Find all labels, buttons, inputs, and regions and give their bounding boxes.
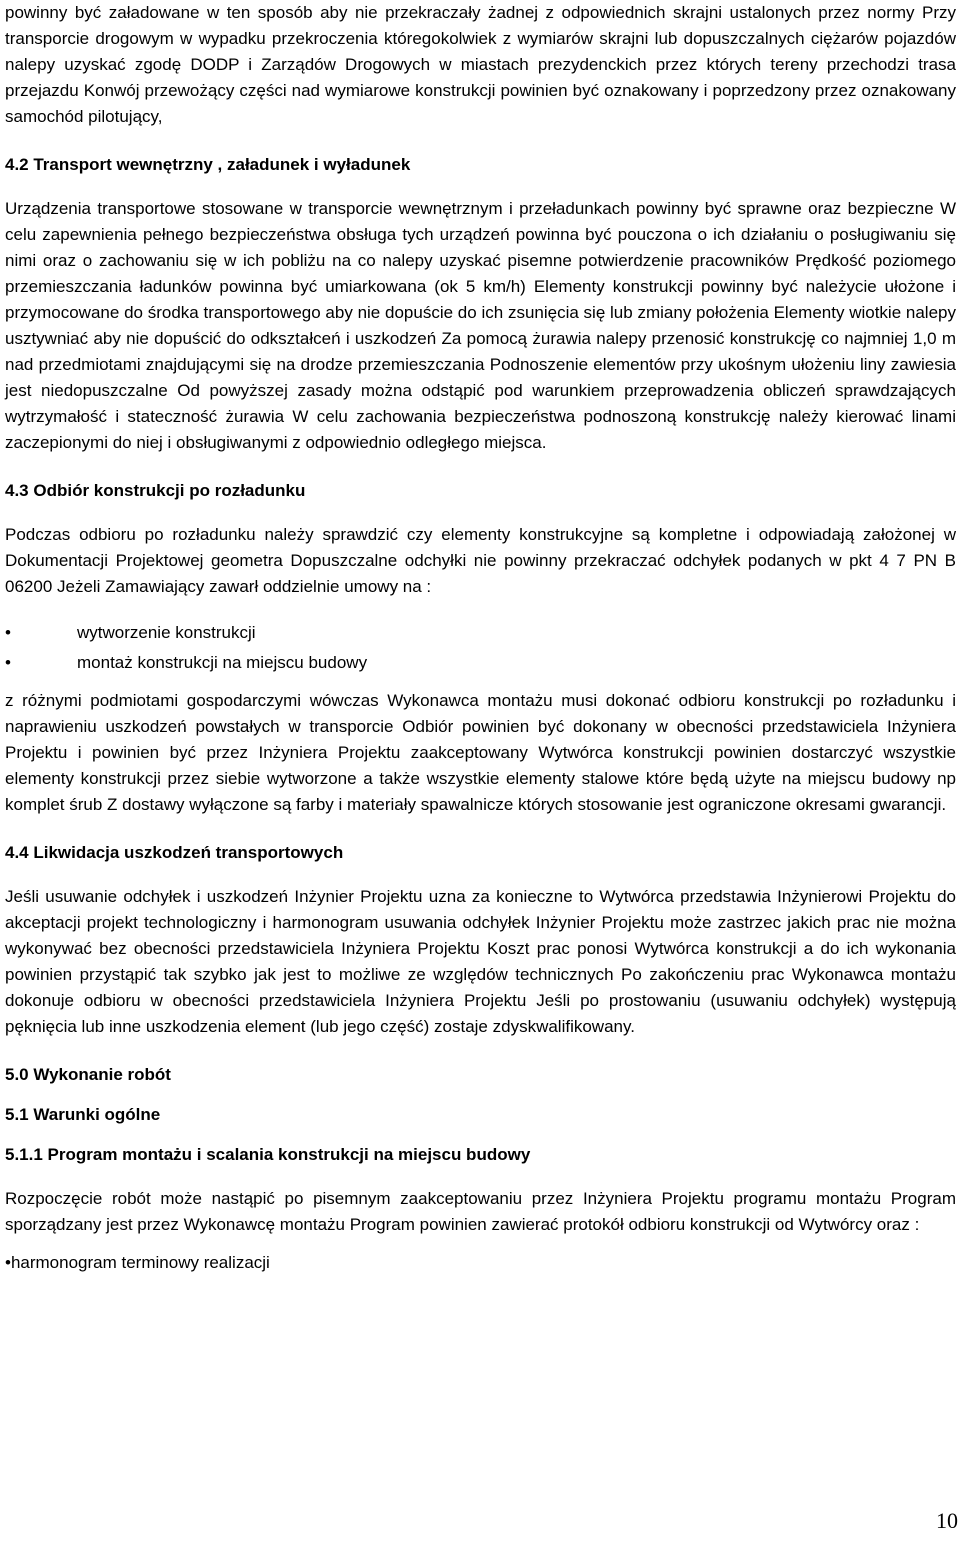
section-4-3-bullet-list xyxy=(5,618,956,678)
list-item xyxy=(5,648,956,678)
list-item-text: montaż konstrukcji na miejscu budowy xyxy=(77,653,368,672)
section-4-3-paragraph-2: z różnymi podmiotami gospodarczymi wówczas Wykonawca montażu musi dokonać odbioru konstrukcji po rozładunku i naprawieniu uszkodzeń powstałych w transporcie Odbiór powinien być dokonany w obecności przedstawiciela Inżyniera Projektu i powinien być przez Inżyniera Projektu zaakceptowany Wytwórca konstrukcji powinien dostarczyć wszystkie elementy konstrukcji przez siebie wytworzone a także wszystkie elementy stalowe które będą użyte na miejscu budowy np komplet śrub Z dostawy wyłączone są farby i materiały spawalnicze których stosowanie jest ograniczone okresami gwarancji. xyxy=(5,691,956,814)
section-4-3-heading: 4.3 Odbiór konstrukcji po rozładunku xyxy=(5,481,306,500)
list-item xyxy=(5,1250,956,1276)
section-4-4-heading: 4.4 Likwidacja uszkodzeń transportowych xyxy=(5,843,344,862)
bullet-icon: • xyxy=(5,623,11,642)
section-4-3-paragraph: Podczas odbioru po rozładunku należy sprawdzić czy elementy konstrukcyjne są kompletne i odpowiadają założonej w Dokumentacji Projektowej geometra Dopuszczalne odchyłki nie powinny przekraczać odchyłek podanych w pkt 4 7 PN B 06200 Jeżeli Zamawiający zawarł oddzielnie umowy na : xyxy=(5,525,956,596)
page-number: 10 xyxy=(936,1508,958,1533)
list-item xyxy=(5,618,956,648)
section-5-1-1-paragraph: Rozpoczęcie robót może nastąpić po pisemnym zaakceptowaniu przez Inżyniera Projektu programu montażu Program sporządzany jest przez Wykonawcę montażu Program powinien zawierać protokół odbioru konstrukcji od Wytwórcy oraz : xyxy=(5,1189,956,1234)
section-4-4-paragraph: Jeśli usuwanie odchyłek i uszkodzeń Inżynier Projektu uzna za konieczne to Wytwórca przedstawia Inżynierowi Projektu do akceptacji projekt technologiczny i harmonogram usuwania odchyłek Inżynier Projektu może zastrzec jakich prac nie można wykonywać bez obecności przedstawiciela Inżyniera Projektu Koszt prac ponosi Wytwórca konstrukcji a do ich wykonania powinien przystąpić tak szybko jak jest to możliwe ze względów technicznych Po zakończeniu prac Wykonawca montażu dokonuje odbioru w obecności przedstawiciela Inżyniera Projektu Jeśli po prostowaniu (usuwaniu odchyłek) występują pęknięcia lub inne uszkodzenia element (lub jego część) zostaje zdyskwalifikowany. xyxy=(5,887,956,1036)
intro-paragraph: powinny być załadowane w ten sposób aby nie przekraczały żadnej z odpowiednich skrajni ustalonych przez normy Przy transporcie drogowym w wypadku przekroczenia któregokolwiek z wymiarów skrajni lub dopuszczalnych ciężarów pojazdów nalepy uzyskać zgodę DODP i Zarządów Drogowych w miastach prezydenckich przez których tereny przechodzi trasa przejazdu Konwój przewożący części nad wymiarowe konstrukcji powinien być oznakowany i poprzedzony przez oznakowany samochód pilotujący, xyxy=(5,3,956,126)
bullet-icon: • xyxy=(5,653,11,672)
section-5-0-heading: 5.0 Wykonanie robót xyxy=(5,1065,171,1084)
section-5-1-heading: 5.1 Warunki ogólne xyxy=(5,1105,161,1124)
bullet-icon: • xyxy=(5,1253,11,1272)
section-4-2-paragraph: Urządzenia transportowe stosowane w transporcie wewnętrznym i przeładunkach powinny być sprawne oraz bezpieczne W celu zapewnienia pełnego bezpieczeństwa obsługa tych urządzeń powinna być pouczona o ich działaniu o posługiwaniu się nimi oraz o zachowaniu się w ich pobliżu na co nalepy uzyskać pisemne potwierdzenie pracowników Prędkość poziomego przemieszczania ładunków powinna być umiarkowana (ok 5 km/h) Elementy konstrukcji powinny być należycie ułożone i przymocowane do środka transportowego aby nie dopuście do ich zsunięcia się lub zmiany położenia Elementy wiotkie nalepy usztywniać aby nie dopuścić do odkształceń i uszkodzeń Za pomocą żurawia nalepy przenosić konstrukcję co najmniej 1,0 m nad przedmiotami znajdującymi się na drodze przemieszczania Podnoszenie elementów przy ukośnym ułożeniu liny zawiesia jest niedopuszczalne Od powyższej zasady można odstąpić pod warunkiem przeprowadzenia obliczeń sprawdzających wytrzymałość i stateczność żurawia W celu zachowania bezpieczeństwa podnoszoną konstrukcję należy kierować linami zaczepionymi do niej i obsługiwanymi z odpowiednio odległego miejsca. xyxy=(5,199,956,452)
section-4-2-heading: 4.2 Transport wewnętrzny , załadunek i wyładunek xyxy=(5,155,411,174)
list-item-text: harmonogram terminowy realizacji xyxy=(10,1253,270,1272)
section-5-1-1-heading: 5.1.1 Program montażu i scalania konstrukcji na miejscu budowy xyxy=(5,1145,531,1164)
list-item-text: wytworzenie konstrukcji xyxy=(77,623,256,642)
